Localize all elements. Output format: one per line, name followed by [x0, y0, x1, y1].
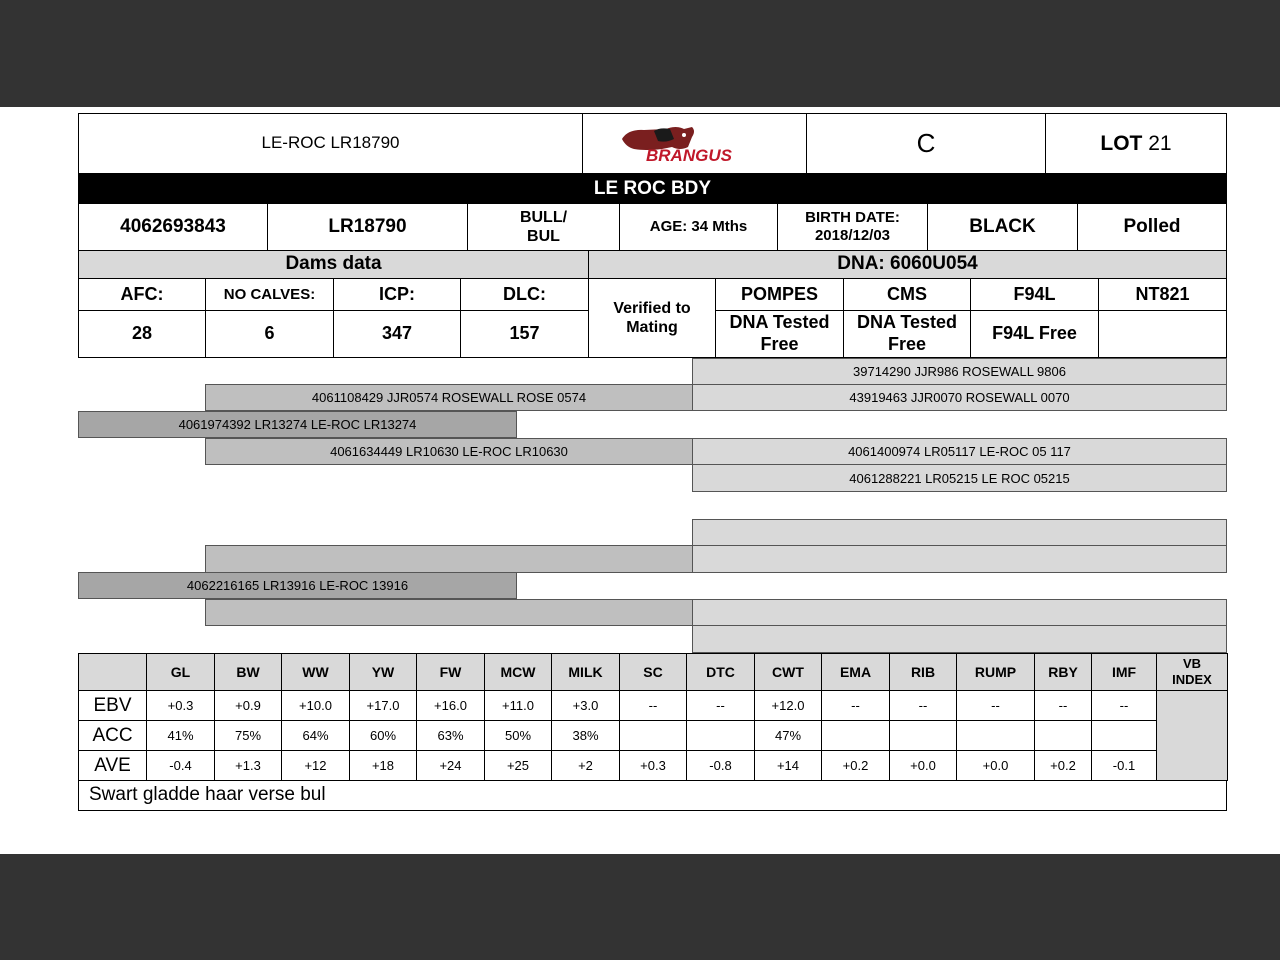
- dna-verified: Verified to Mating: [588, 278, 716, 358]
- ebv-cell: +0.9: [215, 691, 282, 721]
- ebv-cell: --: [1092, 691, 1157, 721]
- comment: Swart gladde haar verse bul: [78, 780, 1227, 811]
- ave-cell: -0.8: [687, 751, 755, 781]
- ebv-table: [78, 653, 1228, 781]
- ave-row-label: AVE: [79, 751, 147, 781]
- dna-header-nt821: NT821: [1098, 278, 1227, 311]
- color: BLACK: [927, 203, 1078, 251]
- ebv-cell: --: [890, 691, 957, 721]
- ebv-col-rby: RBY: [1035, 654, 1092, 691]
- ebv-col-ema: EMA: [822, 654, 890, 691]
- pedigree-sire-dam: 4061634449 LR10630 LE-ROC LR10630: [205, 438, 693, 465]
- lot-cell: [1045, 113, 1227, 174]
- ave-cell: +2: [552, 751, 620, 781]
- ave-cell: +0.0: [890, 751, 957, 781]
- ebv-col-sc: SC: [620, 654, 687, 691]
- acc-cell: 64%: [282, 721, 350, 751]
- lot-label: LOT: [1100, 131, 1143, 155]
- ebv-col-gl: GL: [147, 654, 215, 691]
- animal-id: LE-ROC LR18790: [78, 113, 583, 174]
- dams-title: Dams data: [78, 250, 589, 279]
- ebv-cell: --: [822, 691, 890, 721]
- dams-value-calves: 6: [205, 310, 334, 358]
- registration-number: 4062693843: [78, 203, 268, 251]
- ebv-col-dtc: DTC: [687, 654, 755, 691]
- ebv-col-rump: RUMP: [957, 654, 1035, 691]
- horn-status: Polled: [1077, 203, 1227, 251]
- acc-cell: [1035, 721, 1092, 751]
- ave-cell: -0.1: [1092, 751, 1157, 781]
- ebv-row-label: EBV: [79, 691, 147, 721]
- dams-header-afc: AFC:: [78, 278, 206, 311]
- acc-cell: 63%: [417, 721, 485, 751]
- ebv-cell: +12.0: [755, 691, 822, 721]
- ebv-col-yw: YW: [350, 654, 417, 691]
- ebv-col-vb-index: VB INDEX: [1157, 654, 1228, 691]
- acc-cell: 75%: [215, 721, 282, 751]
- acc-cell: 60%: [350, 721, 417, 751]
- ebv-cell: --: [1035, 691, 1092, 721]
- logo-text: BRANGUS: [646, 146, 732, 165]
- brangus-logo: [614, 117, 774, 165]
- sex: BULL/ BUL: [467, 203, 620, 251]
- acc-cell: 50%: [485, 721, 552, 751]
- ebv-col-cwt: CWT: [755, 654, 822, 691]
- birth-date: BIRTH DATE: 2018/12/03: [777, 203, 928, 251]
- dams-header-dlc: DLC:: [460, 278, 589, 311]
- ave-cell: -0.4: [147, 751, 215, 781]
- dams-header-icp: ICP:: [333, 278, 461, 311]
- dna-header-f94l: F94L: [970, 278, 1099, 311]
- dams-value-dlc: 157: [460, 310, 589, 358]
- ebv-col-fw: FW: [417, 654, 485, 691]
- acc-row: [79, 721, 1228, 751]
- dna-value-f94l: F94L Free: [970, 310, 1099, 358]
- animal-name: LE ROC BDY: [78, 174, 1227, 203]
- ebv-cell: +17.0: [350, 691, 417, 721]
- ave-cell: +12: [282, 751, 350, 781]
- ave-cell: +0.3: [620, 751, 687, 781]
- acc-cell: [822, 721, 890, 751]
- acc-cell: 41%: [147, 721, 215, 751]
- pedigree-dam-sire-sire: [692, 519, 1227, 546]
- ebv-cell: +3.0: [552, 691, 620, 721]
- dna-value-pompes: DNA Tested Free: [715, 310, 844, 358]
- pedigree-sire-sire: 4061108429 JJR0574 ROSEWALL ROSE 0574: [205, 384, 693, 411]
- dna-header-cms: CMS: [843, 278, 971, 311]
- ebv-cell: +10.0: [282, 691, 350, 721]
- acc-cell: 47%: [755, 721, 822, 751]
- pedigree-dam-dam-sire: [692, 599, 1227, 626]
- pedigree-sire-sire-dam: 43919463 JJR0070 ROSEWALL 0070: [692, 384, 1227, 411]
- ave-cell: +1.3: [215, 751, 282, 781]
- ebv-corner: [79, 654, 147, 691]
- pedigree-sire-sire-sire: 39714290 JJR986 ROSEWALL 9806: [692, 358, 1227, 385]
- acc-row-label: ACC: [79, 721, 147, 751]
- pedigree-dam-sire-dam: [692, 545, 1227, 573]
- ebv-col-bw: BW: [215, 654, 282, 691]
- dna-value-cms: DNA Tested Free: [843, 310, 971, 358]
- pedigree-dam-dam: [205, 599, 693, 626]
- ave-cell: +24: [417, 751, 485, 781]
- ave-cell: +18: [350, 751, 417, 781]
- pedigree-sire-dam-dam: 4061288221 LR05215 LE ROC 05215: [692, 464, 1227, 492]
- ebv-cell: --: [687, 691, 755, 721]
- pedigree-dam-sire: [205, 545, 693, 573]
- acc-cell: 38%: [552, 721, 620, 751]
- acc-cell: [890, 721, 957, 751]
- acc-cell: [687, 721, 755, 751]
- ebv-col-ww: WW: [282, 654, 350, 691]
- ebv-col-rib: RIB: [890, 654, 957, 691]
- ebv-cell: --: [957, 691, 1035, 721]
- ebv-cell: +0.3: [147, 691, 215, 721]
- acc-cell: [620, 721, 687, 751]
- dams-value-icp: 347: [333, 310, 461, 358]
- ebv-header-row: [79, 654, 1228, 691]
- lot-number: 21: [1148, 131, 1172, 155]
- ebv-cell: --: [620, 691, 687, 721]
- pedigree-dam-dam-dam: [692, 625, 1227, 653]
- ebv-col-imf: IMF: [1092, 654, 1157, 691]
- ave-cell: +25: [485, 751, 552, 781]
- acc-cell: [1092, 721, 1157, 751]
- dna-title: DNA: 6060U054: [588, 250, 1227, 279]
- ebv-row: [79, 691, 1228, 721]
- ave-cell: +0.0: [957, 751, 1035, 781]
- ave-cell: +14: [755, 751, 822, 781]
- pedigree-sire: 4061974392 LR13274 LE-ROC LR13274: [78, 411, 517, 438]
- pedigree-sire-dam-sire: 4061400974 LR05117 LE-ROC 05 117: [692, 438, 1227, 465]
- vb-index-value: [1157, 691, 1228, 781]
- ave-cell: +0.2: [822, 751, 890, 781]
- ave-cell: +0.2: [1035, 751, 1092, 781]
- animal-code: LR18790: [267, 203, 468, 251]
- acc-cell: [957, 721, 1035, 751]
- ebv-col-mcw: MCW: [485, 654, 552, 691]
- dams-value-afc: 28: [78, 310, 206, 358]
- dams-header-calves: NO CALVES:: [205, 278, 334, 311]
- dna-header-pompes: POMPES: [715, 278, 844, 311]
- ave-row: [79, 751, 1228, 781]
- ebv-cell: +16.0: [417, 691, 485, 721]
- grade: C: [806, 113, 1046, 174]
- dna-value-nt821: [1098, 310, 1227, 358]
- age: AGE: 34 Mths: [619, 203, 778, 251]
- ebv-col-milk: MILK: [552, 654, 620, 691]
- ebv-cell: +11.0: [485, 691, 552, 721]
- pedigree-dam: 4062216165 LR13916 LE-ROC 13916: [78, 572, 517, 599]
- lot-sheet: [0, 107, 1280, 854]
